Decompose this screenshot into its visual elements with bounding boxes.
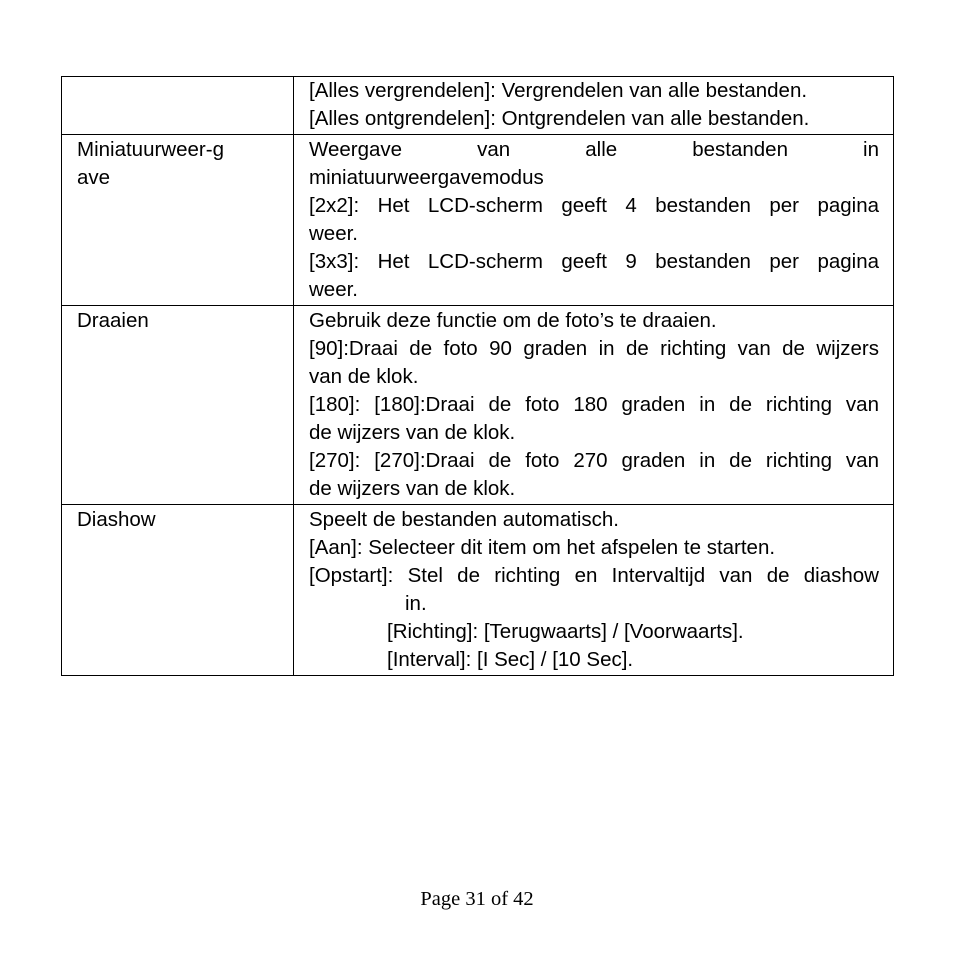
description-line: [Alles ontgrendelen]: Ontgrendelen van alle bestanden.: [309, 107, 810, 130]
table-row: [62, 306, 894, 505]
description-line: weer.: [309, 222, 358, 245]
setting-description-cell: [294, 306, 894, 505]
description-line: Gebruik deze functie om de foto’s te draaien.: [309, 309, 717, 332]
setting-name-cell: [62, 505, 294, 676]
table-row: [62, 505, 894, 676]
setting-name-cell: [62, 306, 294, 505]
description-line: [180]: [180]:Draai de foto 180 graden in de richting van: [309, 393, 879, 416]
description-line: [90]:Draai de foto 90 graden in de richting van de wijzers: [309, 337, 879, 360]
description-line: [Interval]: [I Sec] / [10 Sec].: [387, 648, 634, 671]
description-line: de wijzers van de klok.: [309, 421, 516, 444]
description-line: Speelt de bestanden automatisch.: [309, 508, 619, 531]
description-line: de wijzers van de klok.: [309, 477, 516, 500]
setting-name: Miniatuurweer-g: [77, 138, 224, 161]
setting-name: Draaien: [77, 309, 149, 332]
page-number: Page 31 of 42: [420, 888, 534, 910]
setting-description-cell: [294, 77, 894, 135]
setting-name: ave: [77, 166, 111, 189]
description-line: [270]: [270]:Draai de foto 270 graden in de richting van: [309, 449, 879, 472]
description-line: weer.: [309, 278, 358, 301]
setting-name-cell: [62, 77, 294, 135]
setting-name-cell: [62, 135, 294, 306]
description-line: [2x2]: Het LCD-scherm geeft 4 bestanden per pagina: [309, 194, 879, 217]
description-line: in.: [405, 592, 427, 615]
setting-description-cell: [294, 135, 894, 306]
description-line: Weergave van alle bestanden in: [309, 138, 879, 161]
settings-table: [61, 76, 894, 676]
description-line: van de klok.: [309, 365, 419, 388]
setting-description-cell: [294, 505, 894, 676]
description-line: [Opstart]: Stel de richting en Intervaltijd van de diashow: [309, 564, 879, 587]
description-line: [Richting]: [Terugwaarts] / [Voorwaarts].: [387, 620, 744, 643]
description-line: [Aan]: Selecteer dit item om het afspelen te starten.: [309, 536, 776, 559]
description-line: miniatuurweergavemodus: [309, 166, 544, 189]
setting-name: Diashow: [77, 508, 156, 531]
table-row: [62, 135, 894, 306]
table-row: [62, 77, 894, 135]
description-line: [Alles vergrendelen]: Vergrendelen van alle bestanden.: [309, 79, 808, 102]
description-line: [3x3]: Het LCD-scherm geeft 9 bestanden per pagina: [309, 250, 879, 273]
